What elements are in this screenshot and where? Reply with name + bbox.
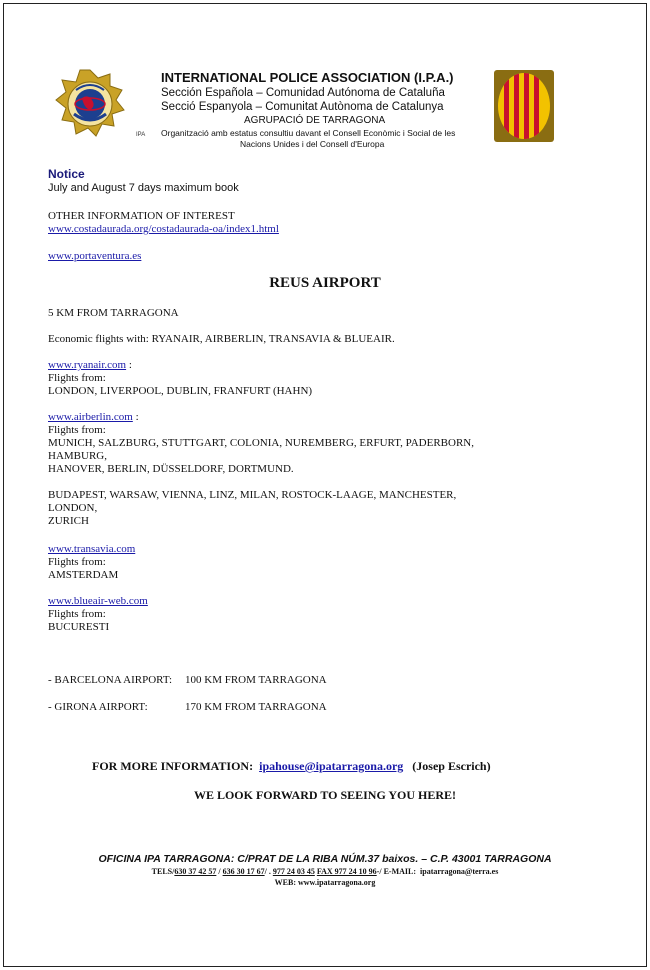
reus-airport-title: REUS AIRPORT bbox=[269, 275, 381, 291]
agrupacio-line: AGRUPACIÓ DE TARRAGONA bbox=[244, 115, 386, 126]
portaventura-link[interactable]: www.portaventura.es bbox=[48, 250, 142, 262]
blueair-destinations: BUCURESTI bbox=[48, 621, 110, 633]
airberlin-block bbox=[48, 411, 474, 528]
fax-number[interactable]: FAX 977 24 10 96 bbox=[316, 867, 377, 876]
phone-1[interactable]: 630 37 42 57 bbox=[174, 867, 217, 876]
ipa-emblem-icon bbox=[52, 68, 142, 148]
section-spanish-line: Sección Española – Comunidad Autónoma de Cataluña bbox=[161, 87, 445, 99]
footer-contacts bbox=[4, 867, 646, 876]
section-catalan-line: Secció Espanyola – Comunitat Autònoma de Catalunya bbox=[161, 101, 444, 113]
more-info-label: FOR MORE INFORMATION: bbox=[92, 759, 254, 773]
costadaurada-link[interactable]: www.costadaurada.org/costadaurada-oa/index1.html bbox=[48, 223, 279, 235]
footer-email[interactable]: ipatarragona@terra.es bbox=[420, 867, 499, 876]
economic-flights-text: Economic flights with: RYANAIR, AIRBERLIN, TRANSAVIA & BLUEAIR. bbox=[48, 333, 395, 345]
transavia-destinations: AMSTERDAM bbox=[48, 569, 119, 581]
document-page bbox=[3, 3, 647, 967]
phone-3[interactable]: 977 24 03 45 bbox=[272, 867, 315, 876]
ryanair-link[interactable]: www.ryanair.com bbox=[48, 359, 127, 371]
senyera-flag-icon bbox=[492, 68, 556, 144]
organization-title: INTERNATIONAL POLICE ASSOCIATION (I.P.A.) bbox=[161, 70, 454, 85]
closing-line: WE LOOK FORWARD TO SEEING YOU HERE! bbox=[193, 788, 457, 802]
tels-label: TELS/ bbox=[151, 867, 175, 876]
blueair-block bbox=[48, 595, 148, 634]
emblem-caption: IPA bbox=[136, 132, 146, 138]
notice-text: July and August 7 days maximum book bbox=[48, 182, 239, 194]
airberlin-suffix: : bbox=[132, 411, 139, 423]
phone-separator-2: / . bbox=[264, 867, 273, 876]
airberlin-destinations-6: ZURICH bbox=[48, 515, 89, 527]
airberlin-flights-from: Flights from: bbox=[48, 424, 106, 436]
blueair-link[interactable]: www.blueair-web.com bbox=[48, 595, 148, 607]
notice-title: Notice bbox=[48, 167, 85, 181]
girona-airport-label: - GIRONA AIRPORT: bbox=[48, 701, 148, 713]
barcelona-airport-distance: 100 KM FROM TARRAGONA bbox=[185, 674, 327, 686]
blueair-flights-from: Flights from: bbox=[48, 608, 106, 620]
consultative-status-line-1: Organització amb estatus consultiu davant el Consell Econòmic i Social de les bbox=[161, 128, 456, 138]
other-info-heading: OTHER INFORMATION OF INTEREST bbox=[48, 210, 235, 222]
airberlin-destinations-3: HANOVER, BERLIN, DÜSSELDORF, DORTMUND. bbox=[48, 463, 294, 475]
contact-person: (Josep Escrich) bbox=[412, 759, 491, 773]
consultative-status-line-2: Nacions Unides i del Consell d'Europa bbox=[240, 139, 385, 149]
phone-separator-1: / bbox=[216, 867, 223, 876]
transavia-flights-from: Flights from: bbox=[48, 556, 106, 568]
more-info-line bbox=[92, 759, 491, 774]
ryanair-destinations: LONDON, LIVERPOOL, DUBLIN, FRANFURT (HAHN) bbox=[48, 385, 313, 397]
airberlin-destinations-1: MUNICH, SALZBURG, STUTTGART, COLONIA, NUREMBERG, ERFURT, PADERBORN, bbox=[48, 437, 474, 449]
phone-2[interactable]: 636 30 17 67 bbox=[222, 867, 265, 876]
email-label: -/ E-MAIL: bbox=[376, 867, 417, 876]
ipa-emblem-logo bbox=[52, 68, 146, 148]
footer-web: WEB: www.ipatarragona.org bbox=[274, 878, 376, 887]
airberlin-destinations-2: HAMBURG, bbox=[48, 450, 107, 462]
airberlin-destinations-4: BUDAPEST, WARSAW, VIENNA, LINZ, MILAN, ROSTOCK-LAAGE, MANCHESTER, bbox=[48, 489, 457, 501]
ryanair-flights-from: Flights from: bbox=[48, 372, 106, 384]
office-address: OFICINA IPA TARRAGONA: C/PRAT DE LA RIBA NÚM.37 baixos. – C.P. 43001 TARRAGONA bbox=[98, 853, 552, 865]
airberlin-link[interactable]: www.airberlin.com bbox=[48, 411, 133, 423]
girona-airport-distance: 170 KM FROM TARRAGONA bbox=[185, 701, 327, 713]
barcelona-airport-label: - BARCELONA AIRPORT: bbox=[48, 674, 173, 686]
ryanair-block bbox=[48, 359, 312, 398]
transavia-link[interactable]: www.transavia.com bbox=[48, 543, 136, 555]
ryanair-suffix: : bbox=[126, 359, 132, 371]
transavia-block bbox=[48, 543, 135, 582]
contact-email-link[interactable]: ipahouse@ipatarragona.org bbox=[259, 759, 404, 773]
airberlin-destinations-5: LONDON, bbox=[48, 502, 98, 514]
catalonia-flag-emblem bbox=[492, 68, 556, 144]
reus-distance: 5 KM FROM TARRAGONA bbox=[48, 307, 179, 319]
